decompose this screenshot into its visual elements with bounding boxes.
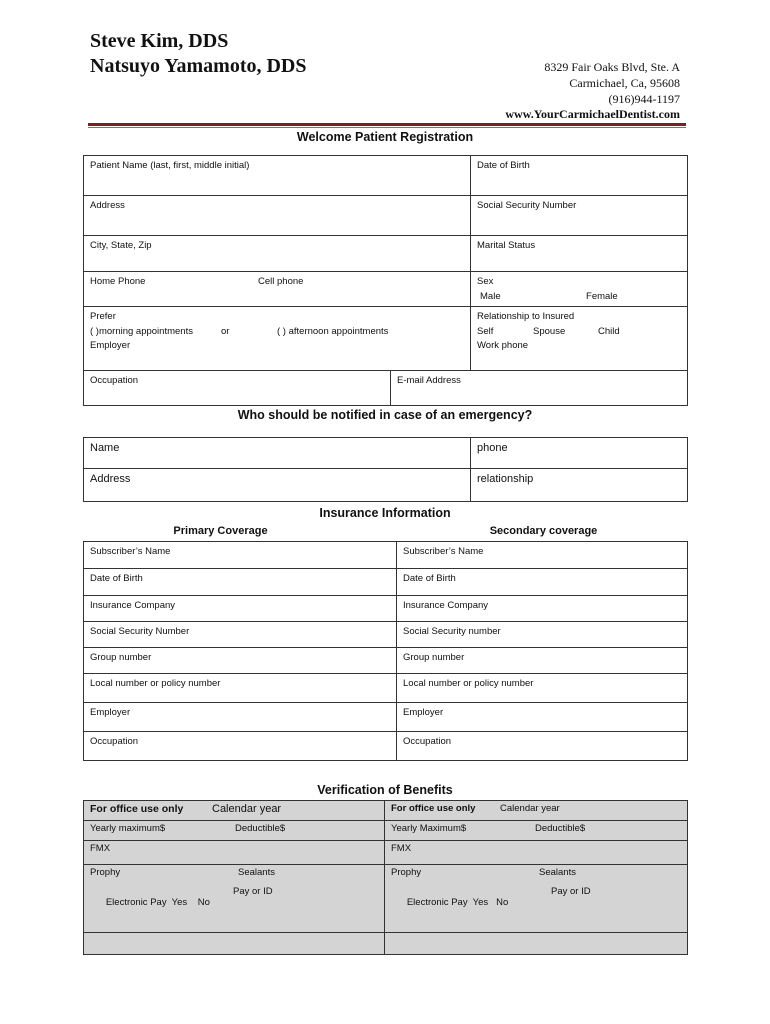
primary-policy-label: Local number or policy number xyxy=(90,678,221,689)
registration-table xyxy=(83,155,688,406)
dob-label: Date of Birth xyxy=(477,160,530,171)
sex-label: Sex xyxy=(477,276,494,287)
prefer-label: Prefer xyxy=(90,311,116,322)
vob-right-prophy-cell[interactable] xyxy=(385,865,688,884)
vob-left-blank-cell[interactable] xyxy=(84,932,385,954)
cell-phone-label: Cell phone xyxy=(258,276,304,287)
address-label: Address xyxy=(90,200,125,211)
vob-right-fmx-label: FMX xyxy=(391,843,412,854)
primary-ssn-label: Social Security Number xyxy=(90,626,190,637)
ssn-field[interactable] xyxy=(471,196,688,236)
vob-right-yearly-label: Yearly Maximum$ xyxy=(391,823,467,834)
registration-title: Welcome Patient Registration xyxy=(296,130,474,144)
vob-right-deductible-label: Deductible$ xyxy=(535,823,586,834)
primary-company-label: Insurance Company xyxy=(90,600,176,611)
emergency-name-label: Name xyxy=(90,442,120,454)
occupation-field[interactable] xyxy=(84,371,391,406)
emergency-phone-label: phone xyxy=(477,442,508,454)
secondary-subscriber-field[interactable] xyxy=(397,542,688,569)
vob-left-epay-cell[interactable] xyxy=(84,884,385,933)
vob-left-deductible-label: Deductible$ xyxy=(235,823,286,834)
vob-right-sealants-label: Sealants xyxy=(539,867,576,878)
practice-address-line2: Carmichael, Ca, 95608 xyxy=(569,76,680,90)
emergency-address-field[interactable] xyxy=(84,469,471,502)
secondary-occupation-label: Occupation xyxy=(403,736,452,747)
relationship-spouse-option[interactable]: Spouse xyxy=(533,326,566,337)
vob-right-epay-cell[interactable] xyxy=(385,884,688,933)
address-field[interactable] xyxy=(84,196,471,236)
verification-title: Verification of Benefits xyxy=(317,783,453,797)
city-label: City, State, Zip xyxy=(90,240,152,251)
city-field[interactable] xyxy=(84,236,471,272)
primary-dob-field[interactable] xyxy=(84,569,397,596)
secondary-policy-label: Local number or policy number xyxy=(403,678,534,689)
secondary-occupation-field[interactable] xyxy=(397,732,688,761)
home-phone-label: Home Phone xyxy=(90,276,146,287)
emergency-phone-field[interactable] xyxy=(471,438,688,469)
email-label: E-mail Address xyxy=(397,375,461,386)
insurance-table xyxy=(83,541,688,761)
secondary-dob-label: Date of Birth xyxy=(403,573,456,584)
vob-right-epay-label: Electronic Pay Yes No xyxy=(406,896,509,908)
vob-left-payor-label: Pay or ID xyxy=(233,885,273,897)
vob-right-fmx-cell[interactable] xyxy=(385,841,688,865)
relationship-child-option[interactable]: Child xyxy=(598,326,620,337)
relationship-workphone-field[interactable] xyxy=(471,307,688,371)
vob-left-calendar-label: Calendar year xyxy=(212,803,282,815)
emergency-name-field[interactable] xyxy=(84,438,471,469)
vob-left-fmx-cell[interactable] xyxy=(84,841,385,865)
primary-policy-field[interactable] xyxy=(84,674,397,703)
email-field[interactable] xyxy=(391,371,688,406)
vob-right-yearly-cell[interactable] xyxy=(385,821,688,841)
phone-field[interactable] xyxy=(84,272,471,307)
primary-group-label: Group number xyxy=(90,652,152,663)
primary-coverage-title: Primary Coverage xyxy=(173,525,268,537)
primary-subscriber-label: Subscriber’s Name xyxy=(90,546,171,557)
primary-group-field[interactable] xyxy=(84,648,397,674)
verification-table xyxy=(83,800,688,955)
primary-company-field[interactable] xyxy=(84,596,397,622)
secondary-company-label: Insurance Company xyxy=(403,600,489,611)
vob-left-epay-label: Electronic Pay Yes No xyxy=(105,896,210,908)
afternoon-option[interactable]: ( ) afternoon appointments xyxy=(277,326,389,337)
morning-option[interactable]: ( )morning appointments xyxy=(90,326,193,337)
or-label: or xyxy=(221,326,230,337)
secondary-dob-field[interactable] xyxy=(397,569,688,596)
employer-label: Employer xyxy=(90,340,131,351)
practice-phone: (916)944-1197 xyxy=(608,92,680,106)
dob-field[interactable] xyxy=(471,156,688,196)
relationship-self-option[interactable]: Self xyxy=(477,326,494,337)
work-phone-label: Work phone xyxy=(477,340,529,351)
primary-occupation-label: Occupation xyxy=(90,736,139,747)
primary-dob-label: Date of Birth xyxy=(90,573,143,584)
secondary-ssn-label: Social Security number xyxy=(403,626,501,637)
secondary-subscriber-label: Subscriber’s Name xyxy=(403,546,484,557)
emergency-address-label: Address xyxy=(90,473,131,485)
sex-male-option[interactable]: Male xyxy=(480,291,501,302)
secondary-employer-label: Employer xyxy=(403,707,444,718)
occupation-label: Occupation xyxy=(90,375,139,386)
vob-left-yearly-label: Yearly maximum$ xyxy=(90,823,166,834)
patient-name-label: Patient Name (last, first, middle initial) xyxy=(90,160,250,171)
emergency-relationship-field[interactable] xyxy=(471,469,688,502)
vob-right-blank-cell[interactable] xyxy=(385,932,688,954)
marital-field[interactable] xyxy=(471,236,688,272)
vob-left-office-label: For office use only xyxy=(90,803,184,815)
header-divider xyxy=(88,123,686,126)
vob-left-prophy-label: Prophy xyxy=(90,867,121,878)
secondary-group-label: Group number xyxy=(403,652,465,663)
vob-right-office-label: For office use only xyxy=(391,803,476,814)
secondary-policy-field[interactable] xyxy=(397,674,688,703)
vob-left-prophy-cell[interactable] xyxy=(84,865,385,884)
vob-right-office-cell xyxy=(385,801,688,821)
emergency-title: Who should be notified in case of an emergency? xyxy=(237,408,533,422)
vob-left-yearly-cell[interactable] xyxy=(84,821,385,841)
preference-employer-field[interactable] xyxy=(84,307,471,371)
secondary-coverage-title: Secondary coverage xyxy=(489,525,598,537)
secondary-ssn-field[interactable] xyxy=(397,622,688,648)
secondary-company-field[interactable] xyxy=(397,596,688,622)
vob-left-fmx-label: FMX xyxy=(90,843,111,854)
primary-occupation-field[interactable] xyxy=(84,732,397,761)
practice-address-line1: 8329 Fair Oaks Blvd, Ste. A xyxy=(544,60,680,74)
vob-right-prophy-label: Prophy xyxy=(391,867,422,878)
secondary-employer-field[interactable] xyxy=(397,703,688,732)
vob-right-payor-label: Pay or ID xyxy=(551,885,591,897)
insurance-title: Insurance Information xyxy=(319,506,451,520)
emergency-table xyxy=(83,437,688,502)
primary-employer-field[interactable] xyxy=(84,703,397,732)
ssn-label: Social Security Number xyxy=(477,200,577,211)
relationship-insured-label: Relationship to Insured xyxy=(477,311,575,322)
vob-left-sealants-label: Sealants xyxy=(238,867,275,878)
sex-female-option[interactable]: Female xyxy=(586,291,618,302)
secondary-group-field[interactable] xyxy=(397,648,688,674)
practice-website[interactable]: www.YourCarmichaelDentist.com xyxy=(505,107,680,121)
vob-right-calendar-label: Calendar year xyxy=(500,803,560,814)
emergency-relationship-label: relationship xyxy=(477,473,534,485)
header-divider-thin xyxy=(88,127,686,128)
doctor-name-1: Steve Kim, DDS xyxy=(90,30,229,52)
patient-name-field[interactable] xyxy=(84,156,471,196)
vob-left-office-cell xyxy=(84,801,385,821)
sex-field[interactable] xyxy=(471,272,688,307)
primary-ssn-field[interactable] xyxy=(84,622,397,648)
primary-subscriber-field[interactable] xyxy=(84,542,397,569)
doctor-name-2: Natsuyo Yamamoto, DDS xyxy=(90,55,307,77)
marital-label: Marital Status xyxy=(477,240,536,251)
primary-employer-label: Employer xyxy=(90,707,131,718)
